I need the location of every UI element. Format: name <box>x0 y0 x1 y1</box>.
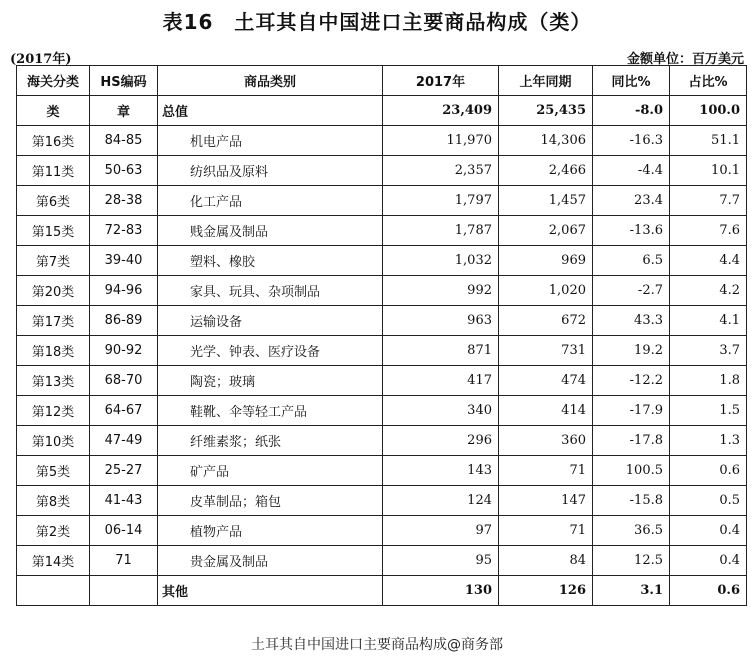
table-row <box>17 486 747 516</box>
table-row <box>17 216 747 246</box>
cell-hs: 94-96 <box>90 276 158 306</box>
cell-share: 1.3 <box>670 426 747 456</box>
cell-2017: 963 <box>383 306 499 336</box>
cell-yoy: 3.1 <box>593 576 670 606</box>
cell-name: 总值 <box>158 96 383 126</box>
cell-yoy: 43.3 <box>593 306 670 336</box>
cell-2017: 296 <box>383 426 499 456</box>
table-row <box>17 246 747 276</box>
header-row <box>17 66 747 96</box>
cell-share: 10.1 <box>670 156 747 186</box>
table-row <box>17 156 747 186</box>
col-header-category: 商品类别 <box>158 66 383 96</box>
cell-share: 7.6 <box>670 216 747 246</box>
cell-yoy: -15.8 <box>593 486 670 516</box>
cell-share: 0.6 <box>670 456 747 486</box>
cell-2017: 23,409 <box>383 96 499 126</box>
year-note: (2017年) <box>10 52 72 67</box>
cell-hs: 06-14 <box>90 516 158 546</box>
cell-2017: 1,787 <box>383 216 499 246</box>
cell-share: 4.1 <box>670 306 747 336</box>
cell-share: 100.0 <box>670 96 747 126</box>
table-row <box>17 276 747 306</box>
cell-prev: 14,306 <box>499 126 593 156</box>
cell-yoy: -8.0 <box>593 96 670 126</box>
cell-hs: 25-27 <box>90 456 158 486</box>
cell-prev: 1,020 <box>499 276 593 306</box>
cell-code: 第17类 <box>17 306 90 336</box>
cell-yoy: 19.2 <box>593 336 670 366</box>
table-row <box>17 426 747 456</box>
cell-2017: 124 <box>383 486 499 516</box>
cell-2017: 95 <box>383 546 499 576</box>
cell-name: 家具、玩具、杂项制品 <box>158 276 383 306</box>
total-row <box>17 96 747 126</box>
cell-name: 运输设备 <box>158 306 383 336</box>
cell-prev: 360 <box>499 426 593 456</box>
cell-prev: 969 <box>499 246 593 276</box>
cell-name: 机电产品 <box>158 126 383 156</box>
cell-prev: 147 <box>499 486 593 516</box>
cell-yoy: 100.5 <box>593 456 670 486</box>
cell-name: 化工产品 <box>158 186 383 216</box>
cell-code: 类 <box>17 96 90 126</box>
cell-code: 第18类 <box>17 336 90 366</box>
cell-code: 第13类 <box>17 366 90 396</box>
table-row <box>17 336 747 366</box>
cell-2017: 1,032 <box>383 246 499 276</box>
cell-share: 1.8 <box>670 366 747 396</box>
cell-2017: 340 <box>383 396 499 426</box>
cell-hs: 71 <box>90 546 158 576</box>
cell-2017: 417 <box>383 366 499 396</box>
cell-name: 光学、钟表、医疗设备 <box>158 336 383 366</box>
cell-yoy: 23.4 <box>593 186 670 216</box>
cell-yoy: -13.6 <box>593 216 670 246</box>
unit-note: 金额单位：百万美元 <box>626 52 744 67</box>
cell-2017: 1,797 <box>383 186 499 216</box>
cell-prev: 414 <box>499 396 593 426</box>
cell-yoy: -16.3 <box>593 126 670 156</box>
cell-prev: 474 <box>499 366 593 396</box>
cell-prev: 672 <box>499 306 593 336</box>
cell-share: 0.5 <box>670 486 747 516</box>
cell-hs <box>90 576 158 606</box>
cell-2017: 871 <box>383 336 499 366</box>
cell-code: 第7类 <box>17 246 90 276</box>
cell-name: 植物产品 <box>158 516 383 546</box>
col-header-hs-code: HS编码 <box>90 66 158 96</box>
cell-hs: 90-92 <box>90 336 158 366</box>
cell-prev: 126 <box>499 576 593 606</box>
cell-prev: 2,067 <box>499 216 593 246</box>
cell-share: 3.7 <box>670 336 747 366</box>
table-row <box>17 396 747 426</box>
table-title: 表16 土耳其自中国进口主要商品构成（类） <box>162 10 592 34</box>
cell-name: 矿产品 <box>158 456 383 486</box>
other-row <box>17 576 747 606</box>
cell-code: 第16类 <box>17 126 90 156</box>
cell-prev: 1,457 <box>499 186 593 216</box>
cell-name: 贱金属及制品 <box>158 216 383 246</box>
cell-yoy: 12.5 <box>593 546 670 576</box>
cell-2017: 97 <box>383 516 499 546</box>
col-header-share: 占比% <box>670 66 747 96</box>
cell-name: 纤维素浆；纸张 <box>158 426 383 456</box>
cell-code: 第8类 <box>17 486 90 516</box>
cell-2017: 992 <box>383 276 499 306</box>
cell-2017: 130 <box>383 576 499 606</box>
col-header-prev-year: 上年同期 <box>499 66 593 96</box>
cell-code: 第20类 <box>17 276 90 306</box>
cell-hs: 84-85 <box>90 126 158 156</box>
cell-2017: 143 <box>383 456 499 486</box>
cell-code <box>17 576 90 606</box>
cell-code: 第10类 <box>17 426 90 456</box>
cell-name: 鞋靴、伞等轻工产品 <box>158 396 383 426</box>
cell-hs: 28-38 <box>90 186 158 216</box>
cell-yoy: -2.7 <box>593 276 670 306</box>
cell-prev: 2,466 <box>499 156 593 186</box>
cell-code: 第5类 <box>17 456 90 486</box>
cell-code: 第11类 <box>17 156 90 186</box>
cell-hs: 39-40 <box>90 246 158 276</box>
cell-code: 第6类 <box>17 186 90 216</box>
col-header-customs-class: 海关分类 <box>17 66 90 96</box>
table-row <box>17 126 747 156</box>
cell-hs: 章 <box>90 96 158 126</box>
table-row <box>17 546 747 576</box>
table-row <box>17 306 747 336</box>
cell-prev: 84 <box>499 546 593 576</box>
cell-code: 第2类 <box>17 516 90 546</box>
cell-share: 51.1 <box>670 126 747 156</box>
image-caption: 土耳其自中国进口主要商品构成@商务部 <box>251 637 503 653</box>
cell-share: 0.6 <box>670 576 747 606</box>
cell-yoy: 36.5 <box>593 516 670 546</box>
cell-name: 纺织品及原料 <box>158 156 383 186</box>
cell-name: 其他 <box>158 576 383 606</box>
col-header-2017: 2017年 <box>383 66 499 96</box>
cell-prev: 25,435 <box>499 96 593 126</box>
cell-prev: 731 <box>499 336 593 366</box>
cell-name: 塑料、橡胶 <box>158 246 383 276</box>
cell-2017: 11,970 <box>383 126 499 156</box>
cell-prev: 71 <box>499 516 593 546</box>
cell-name: 贵金属及制品 <box>158 546 383 576</box>
col-header-yoy: 同比% <box>593 66 670 96</box>
cell-code: 第14类 <box>17 546 90 576</box>
table-row <box>17 516 747 546</box>
cell-share: 1.5 <box>670 396 747 426</box>
cell-name: 皮革制品；箱包 <box>158 486 383 516</box>
table-row <box>17 456 747 486</box>
cell-share: 7.7 <box>670 186 747 216</box>
cell-hs: 50-63 <box>90 156 158 186</box>
cell-hs: 86-89 <box>90 306 158 336</box>
cell-hs: 47-49 <box>90 426 158 456</box>
cell-name: 陶瓷；玻璃 <box>158 366 383 396</box>
table-row <box>17 186 747 216</box>
cell-yoy: 6.5 <box>593 246 670 276</box>
cell-hs: 72-83 <box>90 216 158 246</box>
cell-share: 4.4 <box>670 246 747 276</box>
cell-share: 0.4 <box>670 516 747 546</box>
cell-yoy: -17.9 <box>593 396 670 426</box>
cell-hs: 64-67 <box>90 396 158 426</box>
cell-2017: 2,357 <box>383 156 499 186</box>
import-composition-table <box>16 65 747 606</box>
cell-code: 第15类 <box>17 216 90 246</box>
cell-yoy: -17.8 <box>593 426 670 456</box>
cell-share: 0.4 <box>670 546 747 576</box>
cell-yoy: -4.4 <box>593 156 670 186</box>
cell-prev: 71 <box>499 456 593 486</box>
cell-code: 第12类 <box>17 396 90 426</box>
cell-yoy: -12.2 <box>593 366 670 396</box>
cell-hs: 68-70 <box>90 366 158 396</box>
cell-share: 4.2 <box>670 276 747 306</box>
table-row <box>17 366 747 396</box>
cell-hs: 41-43 <box>90 486 158 516</box>
